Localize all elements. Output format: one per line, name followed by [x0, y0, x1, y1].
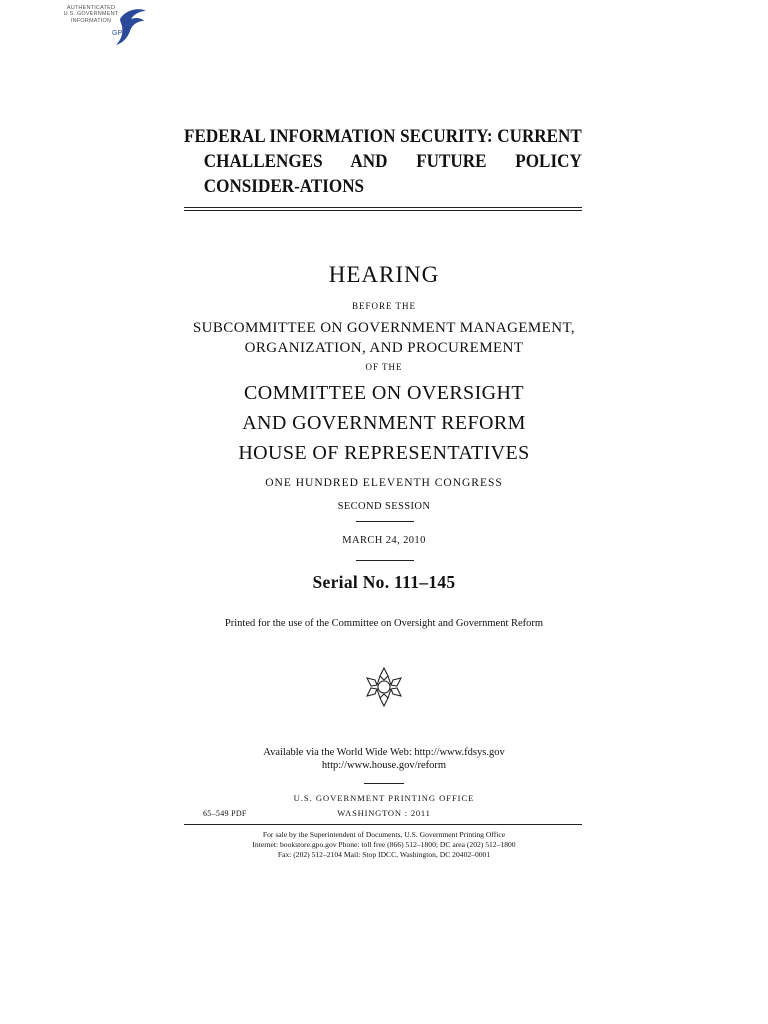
- subcommittee-name: [0, 318, 768, 358]
- title-rule-top: [184, 207, 582, 208]
- printed-for-note: Printed for the use of the Committee on Oversight and Government Reform: [224, 618, 544, 629]
- footer-rule: [184, 824, 582, 825]
- logo-line: U.S. GOVERNMENT: [63, 11, 119, 18]
- house-name: HOUSE OF REPRESENTATIVES: [238, 442, 530, 464]
- sale-line: For sale by the Superintendent of Documents, U.S. Government Printing Office: [262, 830, 506, 839]
- subcommittee-line: SUBCOMMITTEE ON GOVERNMENT MANAGEMENT,: [192, 320, 576, 336]
- sale-line: Internet: bookstore.gpo.gov Phone: toll free (866) 512–1800; DC area (202) 512–1800: [252, 840, 516, 849]
- logo-line: AUTHENTICATED: [66, 5, 116, 11]
- serial-number: Serial No. 111–145: [312, 572, 456, 592]
- gpo-mark: GPO: [112, 30, 128, 37]
- logo-text: [62, 5, 120, 24]
- gpo-authentication-logo: [62, 5, 146, 47]
- hearing-date: MARCH 24, 2010: [342, 535, 426, 546]
- congress-label: ONE HUNDRED ELEVENTH CONGRESS: [265, 477, 503, 489]
- hearing-heading: HEARING: [328, 262, 440, 287]
- sale-line: Fax: (202) 512–2104 Mail: Stop IDCC, Washington, DC 20402–0001: [277, 850, 491, 859]
- divider: [356, 521, 414, 522]
- place-year: WASHINGTON : 2011: [337, 808, 431, 818]
- of-the-label: OF THE: [365, 362, 403, 372]
- availability-note: [0, 746, 768, 772]
- divider: [364, 783, 404, 784]
- committee-line: COMMITTEE ON OVERSIGHT: [244, 382, 524, 404]
- title-rule-bottom: [184, 210, 582, 211]
- before-the-label: BEFORE THE: [351, 301, 417, 311]
- document-title: FEDERAL INFORMATION SECURITY: CURRENT CHALLENGES AND FUTURE POLICY CONSIDER-ATIONS: [184, 126, 582, 197]
- committee-name: [0, 378, 768, 438]
- divider: [356, 560, 414, 561]
- pdf-id: 65–549 PDF: [203, 809, 247, 818]
- sale-information: [0, 830, 768, 860]
- gpo-emblem-icon: [363, 664, 405, 710]
- logo-line: INFORMATION: [70, 17, 112, 24]
- committee-line: AND GOVERNMENT REFORM: [242, 412, 526, 434]
- availability-line: Available via the World Wide Web: http://www.fdsys.gov: [263, 747, 505, 758]
- subcommittee-line: ORGANIZATION, AND PROCUREMENT: [244, 340, 524, 356]
- availability-line: http://www.house.gov/reform: [321, 760, 447, 771]
- session-label: SECOND SESSION: [337, 501, 431, 512]
- publisher-name: U.S. GOVERNMENT PRINTING OFFICE: [293, 793, 475, 803]
- eagle-icon: [114, 5, 148, 47]
